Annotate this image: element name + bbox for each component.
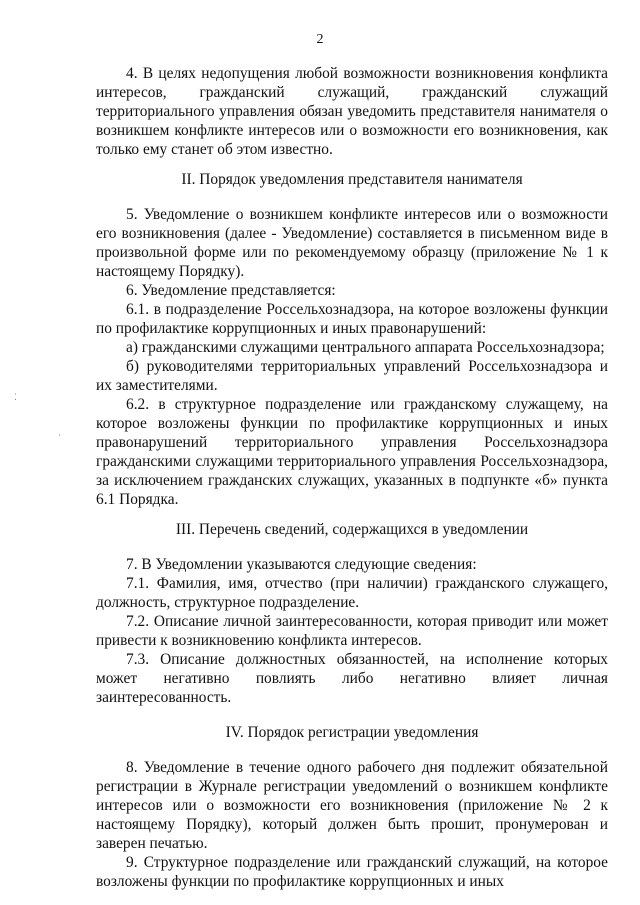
paragraph-6-1: 6.1. в подразделение Россельхознадзора, на которое возложены функции по профилактике коррупционных и иных правонарушений: [96, 301, 608, 337]
section-heading-4: IV. Порядок регистрации уведомления [225, 724, 479, 741]
paragraph-7-3: 7.3. Описание должностных обязанностей, на исполнение которых может негативно повлиять либо негативно влияет личная заинтересованность. [96, 651, 608, 706]
paragraph-5: 5. Уведомление о возникшем конфликте интересов или о возможности его возникновения (далее - Уведомление) составляется в письменном виде в произвольной форме или по рекомендуемому образцу (приложение № 1 к настоящему Порядку). [96, 206, 608, 280]
paragraph-7: 7. В Уведомлении указываются следующие сведения: [126, 556, 477, 573]
paragraph-7-1: 7.1. Фамилия, имя, отчество (при наличии) гражданского служащего, должность, структурное подразделение. [96, 575, 608, 611]
section-heading-3: III. Перечень сведений, содержащихся в уведомлении [175, 521, 529, 538]
scan-speck: ⁚ [14, 392, 17, 402]
section-heading-2: II. Порядок уведомления представителя нанимателя [181, 171, 523, 188]
paragraph-6-1-a: а) гражданскими служащими центрального аппарата Россельхознадзора; [126, 339, 605, 356]
document-body [96, 64, 608, 891]
paragraph-6: 6. Уведомление представляется: [126, 282, 336, 299]
paragraph-6-1-b: б) руководителями территориальных управлений Россельхознадзора и их заместителями. [96, 358, 608, 394]
scan-speck: · [58, 430, 61, 440]
paragraph-6-2: 6.2. в структурное подразделение или гражданскому служащему, на которое возложены функции по профилактике коррупционных и иных правонарушений территориального управления Россельхознадзора гражданскими служащими территориального управления Россельхознадзора, за исключением гражданских служащих, указанных в подпункте «б» пункта 6.1 Порядка. [96, 396, 608, 508]
paragraph-7-2: 7.2. Описание личной заинтересованности, которая приводит или может привести к возникновению конфликта интересов. [96, 613, 608, 649]
paragraph-8: 8. Уведомление в течение одного рабочего дня подлежит обязательной регистрации в Журнале регистрации уведомлений о возникшем конфликте интересов или о возможности его возникновения (приложение № 2 к настоящему Порядку), который должен быть прошит, пронумерован и заверен печатью. [96, 759, 608, 852]
paragraph-4: 4. В целях недопущения любой возможности возникновения конфликта интересов, гражданский служащий, гражданский служащий территориального управления обязан уведомить представителя нанимателя о возникшем конфликте интересов или о возможности его возникновения, как только ему станет об этом известно. [96, 65, 608, 158]
paragraph-9: 9. Структурное подразделение или гражданский служащий, на которое возложены функции по профилактике коррупционных и иных [96, 854, 608, 890]
page-number: 2 [316, 32, 324, 47]
